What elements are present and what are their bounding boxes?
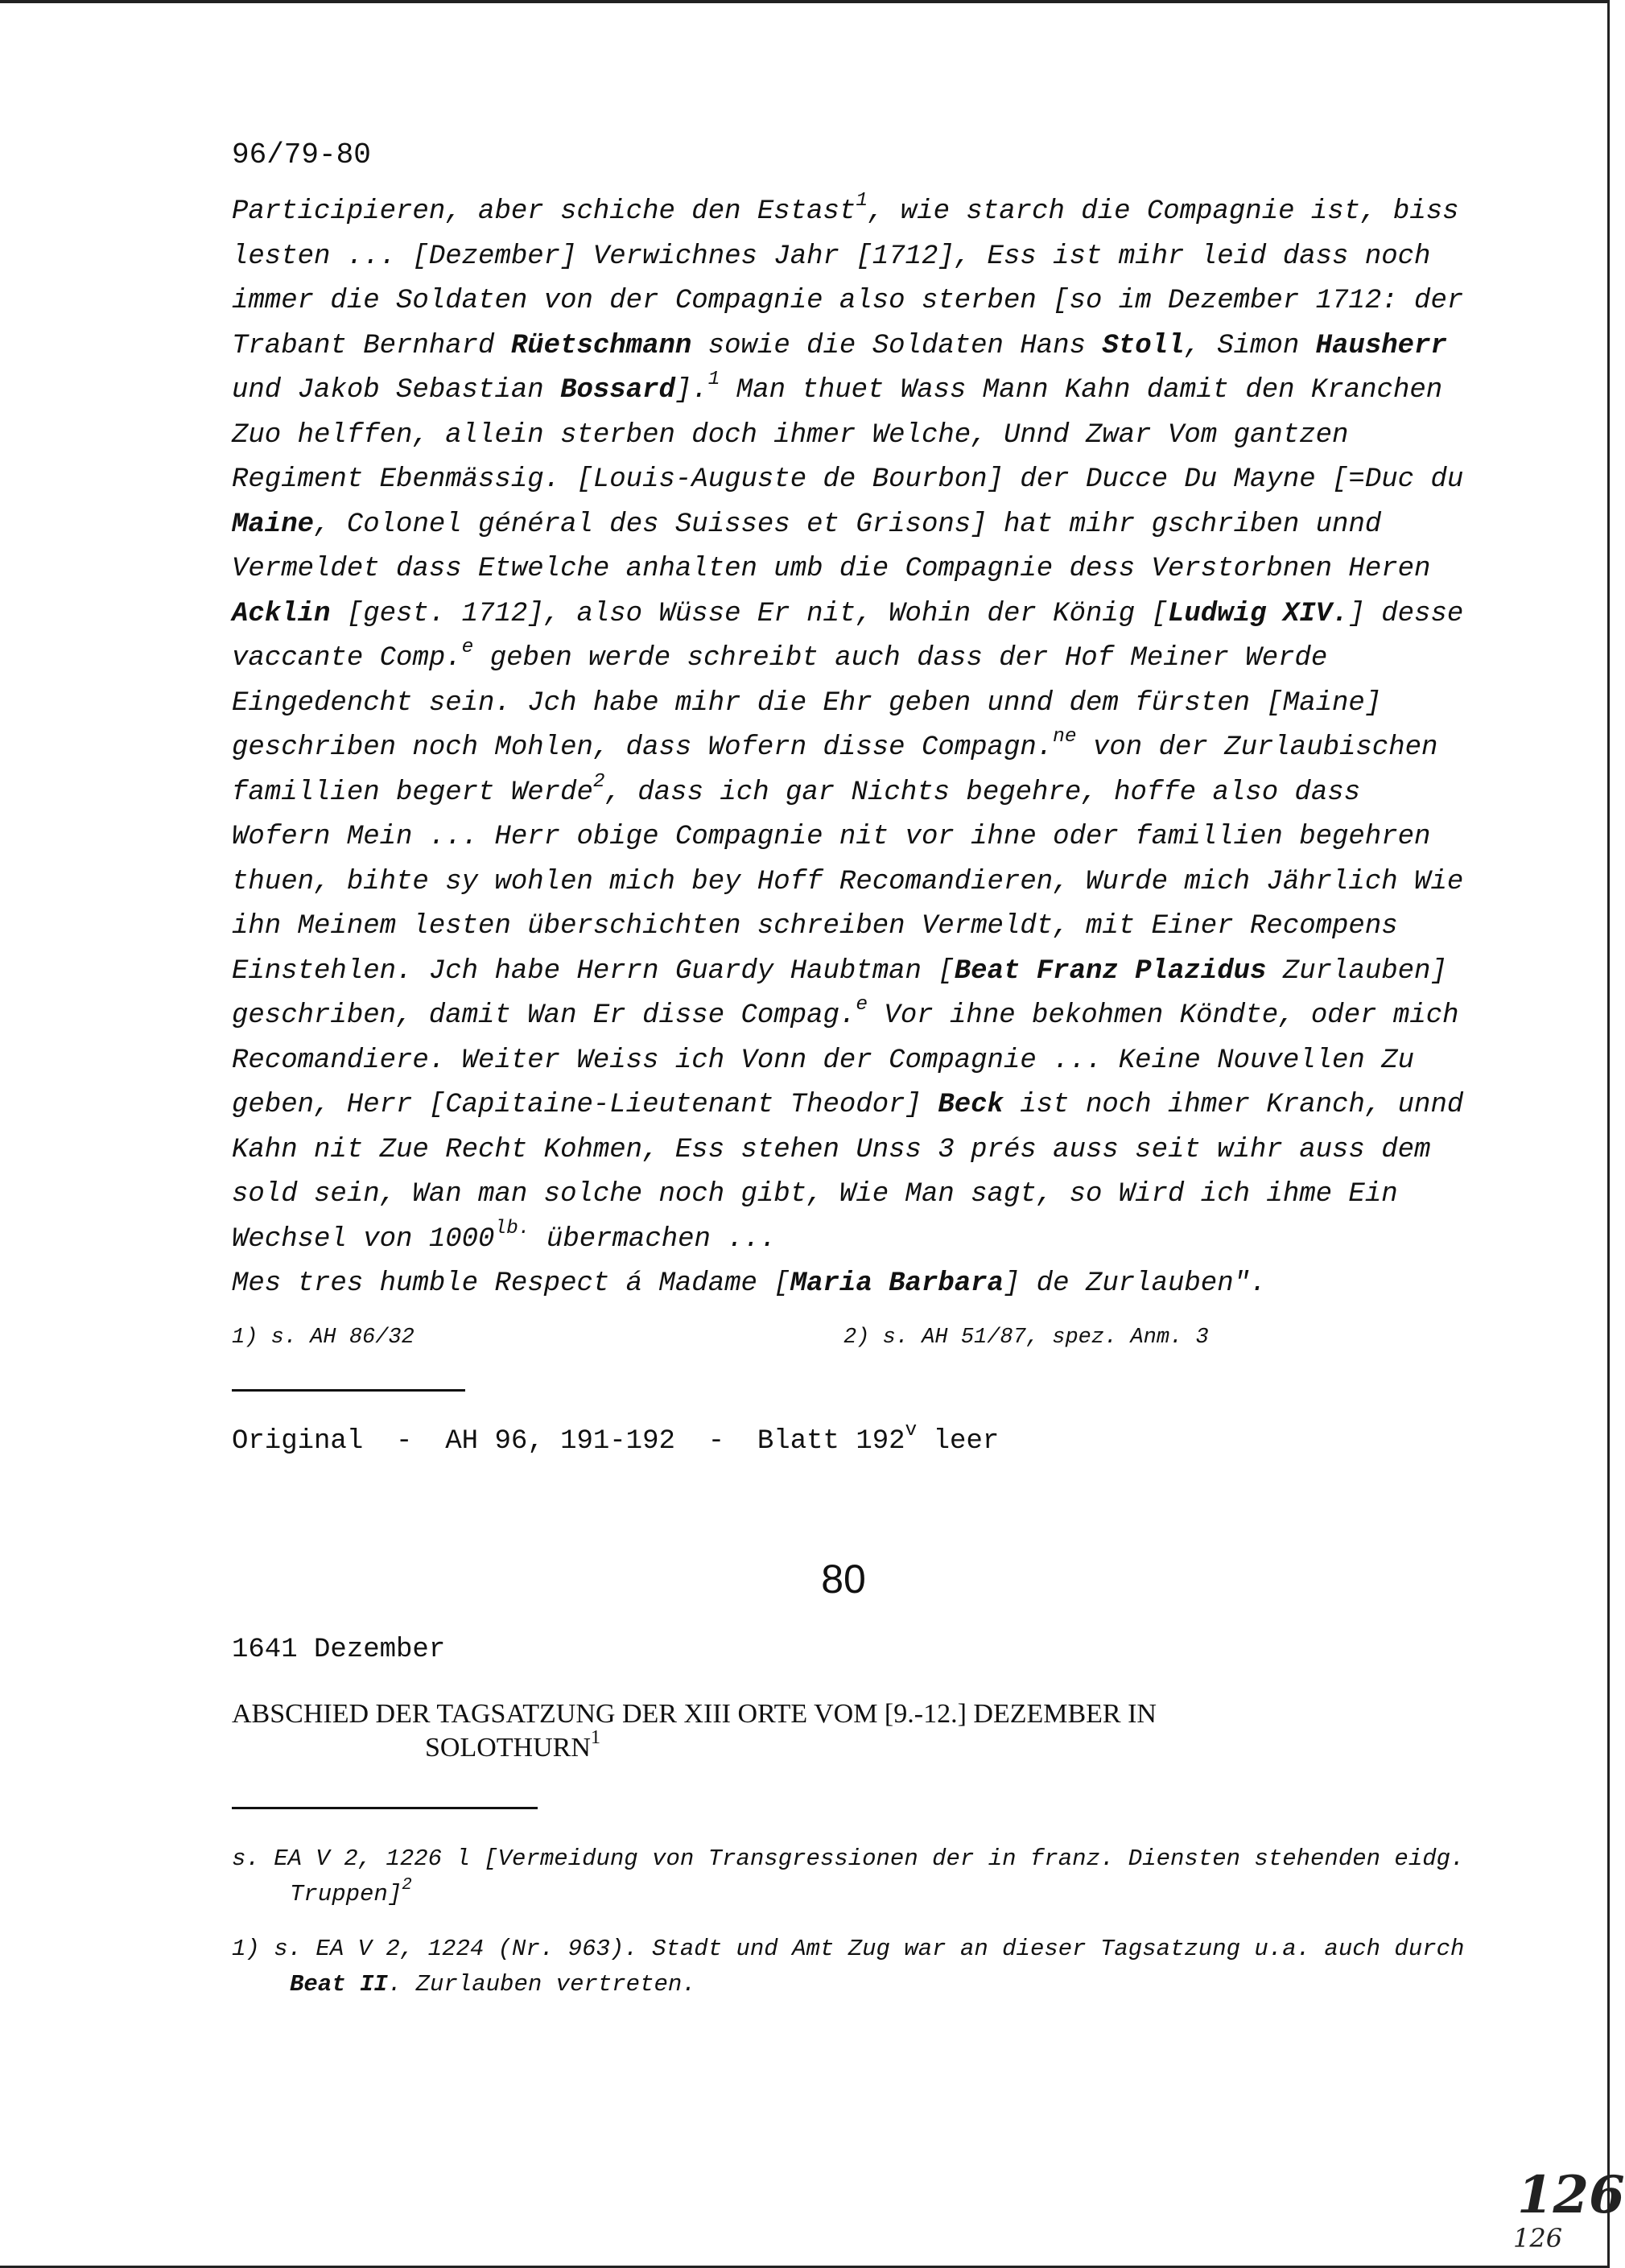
letter-segment: von der Zurlaubischen famillien begert Werde (232, 732, 1438, 808)
footnote-marker: 2 (402, 1875, 412, 1895)
letter-segment: Vor ihne bekohmen Köndte, oder mich Recomandiere. Weiter Weiss ich Vonn der Compagnie ... Keine Nouvellen Zu geben, Herr [Capitaine-Lieutenant Theodor] (232, 1000, 1459, 1120)
person-name: Ludwig XIV. (1168, 598, 1349, 629)
footnote-source (232, 1841, 1471, 1912)
superscript: lb. (494, 1217, 530, 1239)
letter-segment: übermachen ... (530, 1223, 777, 1255)
scan-border-top (0, 0, 1610, 3)
person-name: Acklin (232, 598, 331, 629)
letter-segment: Participieren, aber schiche den Estast (232, 196, 856, 227)
footnote-1 (232, 1932, 1471, 2002)
title-line-2 (232, 1726, 1471, 1765)
footnote-marker: 1 (707, 369, 720, 390)
letter-segment: , Simon (1184, 330, 1316, 361)
document-number: 80 (821, 1556, 866, 1602)
letter-segment: Zurlauben] geschriben, damit Wan Er disse Compag. (232, 955, 1447, 1031)
person-name: Beck (938, 1090, 1004, 1120)
footnote-text: 1) s. EA V 2, 1224 (Nr. 963). Stadt und Amt Zug war an dieser Tagsatzung u.a. auch durch (232, 1935, 1465, 1962)
letter-notes (232, 1322, 1471, 1354)
handwritten-folio-number: 126 (1513, 2223, 1563, 2254)
letter-text (232, 190, 1471, 1307)
person-name: Stoll (1102, 330, 1185, 361)
person-name: Hausherr (1315, 330, 1447, 361)
document-page (232, 137, 1471, 2002)
person-name: Beat Franz Plazidus (954, 955, 1267, 987)
footnote-marker: 1 (590, 1726, 601, 1748)
title-line: SOLOTHURN (425, 1732, 591, 1763)
letter-segment: , wie starch die Compagnie ist, biss lesten ... [Dezember] Verwichnes Jahr [1712], Ess ist mihr leid dass noch immer die Soldaten von der Compagnie also sterben [so im Dezember 1712: der Trabant Bernhard (232, 196, 1464, 361)
footnote-marker: 2 (592, 770, 605, 793)
separator-rule (232, 1389, 465, 1392)
page-reference: 96/79-80 (232, 138, 371, 171)
original-text: Original - AH 96, 191-192 - Blatt 192 (232, 1425, 905, 1457)
letter-segment: ] desse vaccante Comp. (232, 598, 1464, 674)
scan-border-right (1607, 0, 1610, 2268)
person-name: Beat II (290, 1970, 388, 1998)
letter-segment: ist noch ihmer Kranch, unnd Kahn nit Zue Recht Kohmen, Ess stehen Unss 3 prés auss seit wihr auss dem sold sein, Wan man solche noch gibt, Wie Man sagt, so Wird ich ihme Ein Wechsel von 1000 (232, 1090, 1464, 1255)
letter-segment: sowie die Soldaten Hans (691, 330, 1103, 361)
person-name: Bossard (560, 375, 675, 406)
footnote-text: . Zurlauben vertreten. (387, 1970, 696, 1998)
original-text: leer (917, 1425, 1000, 1457)
letter-closing: ] de Zurlauben". (1003, 1268, 1267, 1299)
superscript: e (461, 637, 474, 658)
document-date: 1641 Dezember (232, 1634, 446, 1665)
person-name: Maine (232, 509, 315, 540)
letter-segment: ]. (674, 375, 708, 406)
handwritten-page-number: 126 (1517, 2165, 1625, 2225)
document-title (232, 1697, 1471, 1765)
original-reference (232, 1419, 1471, 1459)
note-1: 1) s. AH 86/32 (232, 1325, 414, 1350)
title-line: ABSCHIED DER TAGSATZUNG DER XIII ORTE VOM [9.-12.] DEZEMBER IN (232, 1698, 1157, 1729)
letter-segment: Man thuet Wass Mann Kahn damit den Kranchen Zuo helffen, allein sterben doch ihmer Welche, Unnd Zwar Vom gantzen Regiment Ebenmässig. [Louis-Auguste de Bourbon] der Ducce Du Mayne [=Duc du (232, 375, 1464, 495)
letter-segment: geben werde schreibt auch dass der Hof Meiner Werde Eingedencht sein. Jch habe mihr die Ehr geben unnd dem fürsten [Maine] geschriben noch Mohlen, dass Wofern disse Compagn. (232, 643, 1382, 763)
superscript: ne (1053, 726, 1077, 748)
letter-segment: , Colonel général des Suisses et Grisons] hat mihr gschriben unnd Vermeldet dass Etwelche anhalten umb die Compagnie dess Verstorbnen Heren (232, 509, 1431, 584)
letter-segment: , dass ich gar Nichts begehre, hoffe also dass Wofern Mein ... Herr obige Compagnie nit vor ihne oder famillien begehren thuen, bihte sy wohlen mich bey Hoff Recomandieren, Wurde mich Jährlich Wie ihn Meinem lesten überschichten schreiben Vermeldt, mit Einer Recompens Einstehlen. Jch habe Herrn Guardy Haubtman [ (232, 777, 1464, 987)
superscript: v (905, 1419, 918, 1441)
footnote-marker: 1 (856, 190, 868, 212)
footnote-text: s. EA V 2, 1226 l [Vermeidung von Transgressionen der in franz. Diensten stehenden eidg. Truppen] (232, 1845, 1465, 1907)
superscript: e (856, 994, 868, 1016)
separator-rule (232, 1807, 538, 1809)
note-2: 2) s. AH 51/87, spez. Anm. 3 (843, 1325, 1209, 1350)
letter-segment: und Jakob Sebastian (232, 375, 561, 406)
person-name: Maria Barbara (790, 1268, 1004, 1299)
person-name: Rüetschmann (510, 330, 692, 361)
letter-closing: Mes tres humble Respect á Madame [ (232, 1268, 790, 1299)
letter-segment: [gest. 1712], also Wüsse Er nit, Wohin der König [ (330, 598, 1168, 629)
